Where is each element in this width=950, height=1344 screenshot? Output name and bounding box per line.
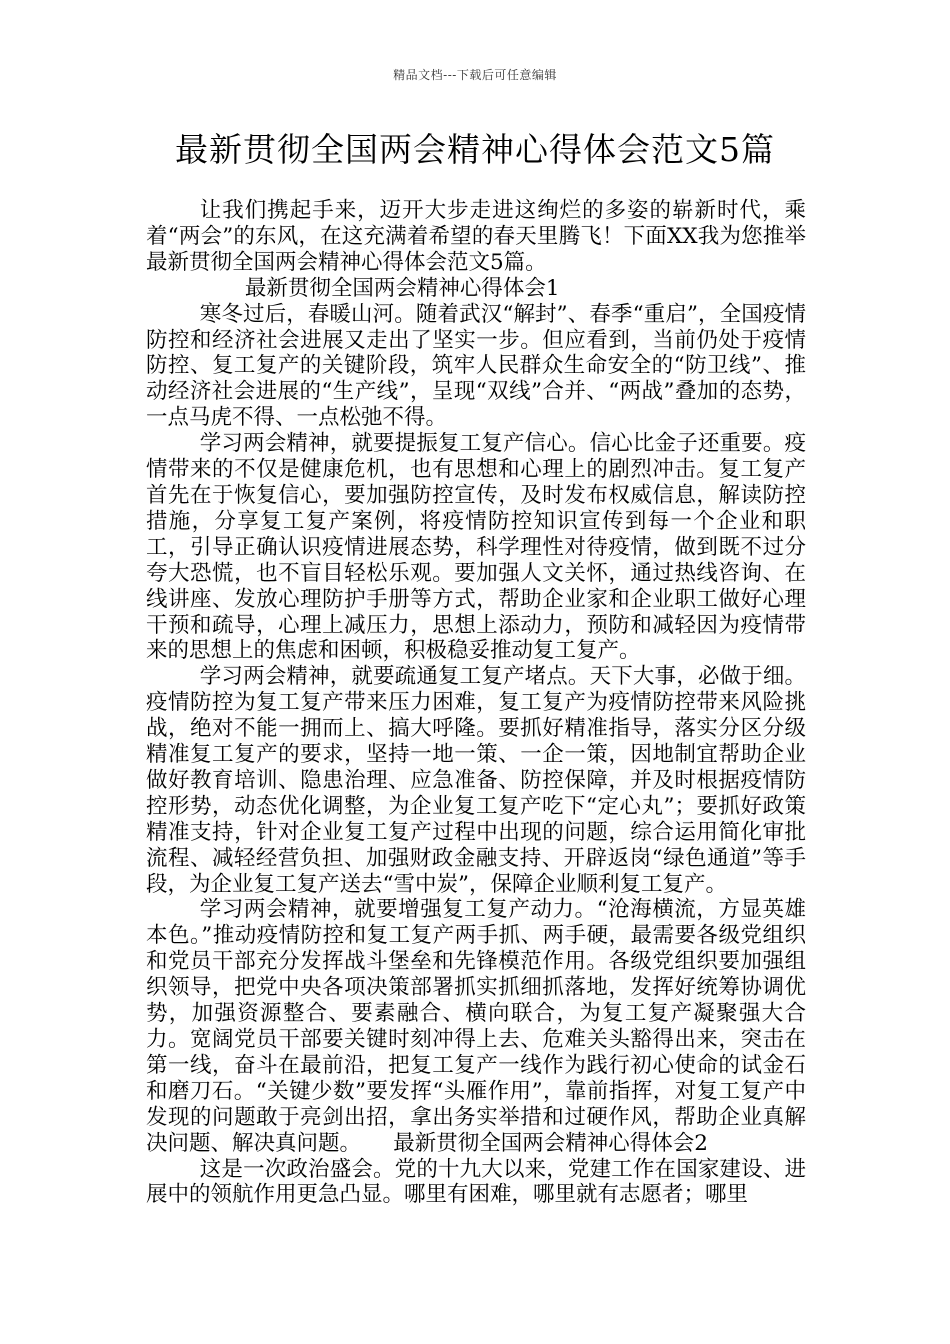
- page-title: 最新贯彻全国两会精神心得体会范文5篇: [175, 130, 775, 169]
- body-paragraph: 寒冬过后，春暖山河。随着武汉“解封”、春季“重启”，全国疫情防控和经济社会进展又走出了坚实一步。但应看到，当前仍处于疫情防控、复工复产的关键阶段，筑牢人民群众生命安全的“防卫线”、推动经济社会进展的“生产线”，呈现“双线”合并、“两战”叠加的态势，一点马虎不得、一点松弛不得。: [146, 301, 806, 431]
- body-paragraph: 这是一次政治盛会。党的十九大以来，党建工作在国家建设、进展中的领航作用更急凸显。哪里有困难，哪里就有志愿者；哪里: [146, 1156, 806, 1208]
- header-note: 精品文档---下载后可任意编辑: [393, 68, 557, 82]
- document-body: [146, 198, 806, 1208]
- body-paragraph: 学习两会精神，就要提振复工复产信心。信心比金子还重要。疫情带来的不仅是健康危机，也有思想和心理上的剧烈冲击。复工复产首先在于恢复信心，要加强防控宣传，及时发布权威信息，解读防控措施，分享复工复产案例，将疫情防控知识宣传到每一个企业和职工，引导正确认识疫情进展态势，科学理性对待疫情，做到既不过分夸大恐慌，也不盲目轻松乐观。要加强人文关怀，通过热线咨询、在线讲座、发放心理防护手册等方式，帮助企业家和企业职工做好心理干预和疏导，心理上减压力，思想上添动力，预防和减轻因为疫情带来的思想上的焦虑和困顿，积极稳妥推动复工复产。: [146, 431, 806, 664]
- body-paragraph: 学习两会精神，就要增强复工复产动力。“沧海横流，方显英雄本色。”推动疫情防控和复工复产两手抓、两手硬，最需要各级党组织和党员干部充分发挥战斗堡垒和先锋模范作用。各级党组织要加强组织领导，把党中央各项决策部署抓实抓细抓落地，发挥好统筹协调优势，加强资源整合、要素融合、横向联合，为复工复产凝聚强大合力。宽阔党员干部要关键时刻冲得上去、危难关头豁得出来，突击在第一线，奋斗在最前沿，把复工复产一线作为践行初心使命的试金石和磨刀石。“关键少数”要发挥“头雁作用”，靠前指挥，对复工复产中发现的问题敢于亮剑出招，拿出务实举措和过硬作风，帮助企业真解决问题、解决真问题。 最新贯彻全国两会精神心得体会2: [146, 897, 806, 1156]
- intro-paragraph: 让我们携起手来，迈开大步走进这绚烂的多姿的崭新时代，乘着“两会”的东风，在这充满着希望的春天里腾飞！下面XX我为您推举最新贯彻全国两会精神心得体会范文5篇。: [146, 198, 806, 275]
- section-heading: 最新贯彻全国两会精神心得体会1: [244, 275, 560, 301]
- body-paragraph: 学习两会精神，就要疏通复工复产堵点。天下大事，必做于细。疫情防控为复工复产带来压力困难，复工复产为疫情防控带来风险挑战，绝对不能一拥而上、搞大呼隆。要抓好精准指导，落实分区分级精准复工复产的要求，坚持一地一策、一企一策，因地制宜帮助企业做好教育培训、隐患治理、应急准备、防控保障，并及时根据疫情防控形势，动态优化调整，为企业复工复产吃下“定心丸”；要抓好政策精准支持，针对企业复工复产过程中出现的问题，综合运用简化审批流程、减轻经营负担、加强财政金融支持、开辟返岗“绿色通道”等手段，为企业复工复产送去“雪中炭”，保障企业顺利复工复产。: [146, 664, 806, 897]
